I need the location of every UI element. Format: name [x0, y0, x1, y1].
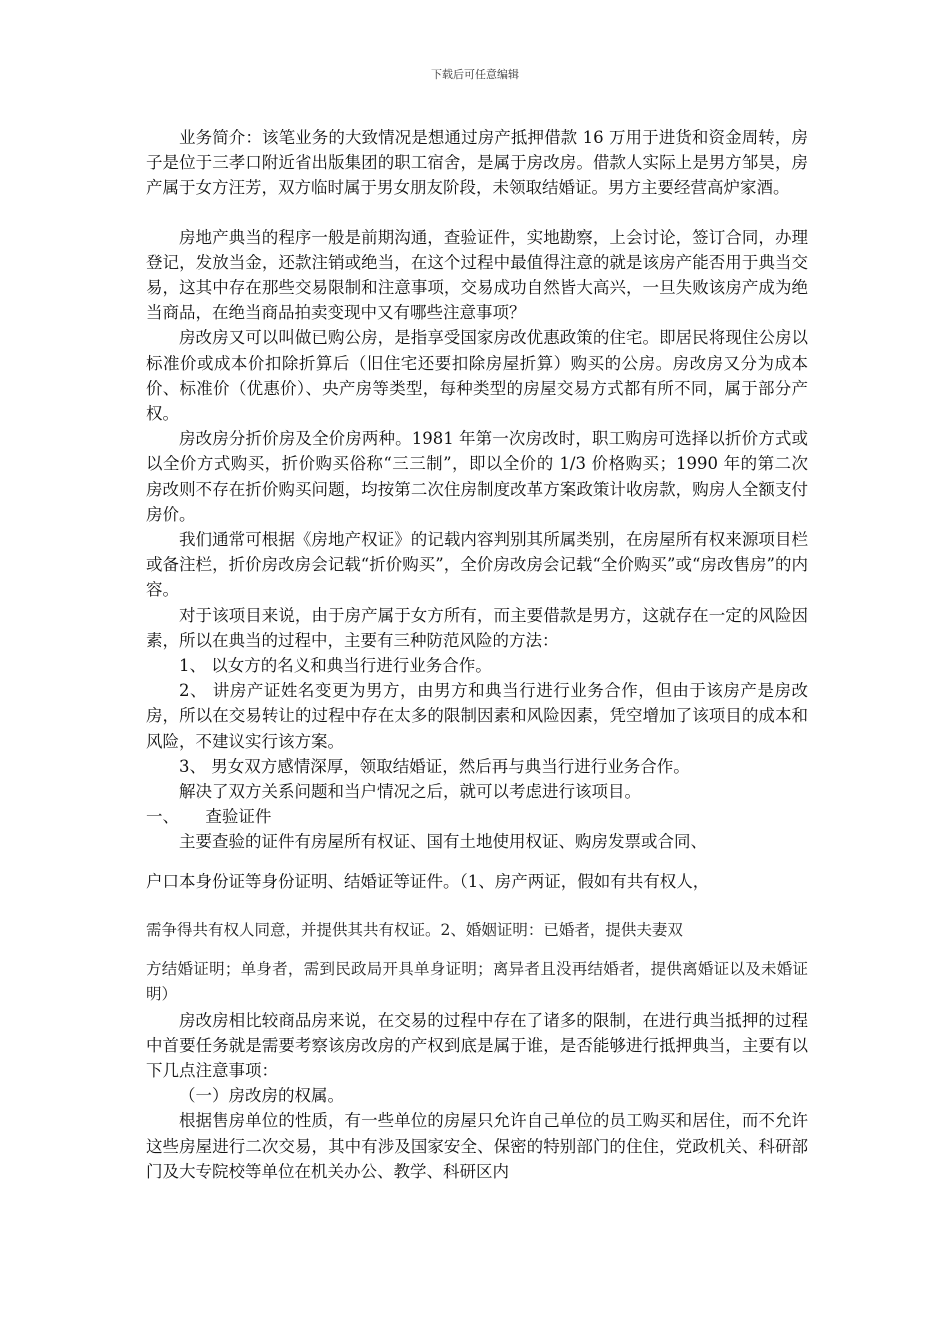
paragraph-documents-3: 需争得共有权人同意，并提供其共有权证。2、婚姻证明：已婚者，提供夫妻双: [146, 920, 683, 939]
paragraph-documents-1: 主要查验的证件有房屋所有权证、国有土地使用权证、购房发票或合同、: [179, 832, 707, 852]
list-item-option-3: 3、 男女双方感情深厚，领取结婚证，然后再与典当行进行业务合作。: [179, 756, 690, 776]
paragraph-unit-nature: 根据售房单位的性质，有一些单位的房屋只允许自己单位的员工购买和居住，而不允许这些房屋进行二次交易，其中有涉及国家安全、保密的特别部门的住住，党政机关、科研部门及大专院校等单位在机关办公、教学、科研区内: [146, 1111, 808, 1181]
subheading-ownership: （一）房改房的权属。: [179, 1086, 344, 1106]
list-item-option-2: 2、 讲房产证姓名变更为男方，由男方和典当行进行业务合作，但由于该房产是房改房，所以在交易转让的过程中存在太多的限制因素和风险因素，凭空增加了该项目的成本和风险，不建议实行该方案。: [146, 681, 808, 751]
paragraph-documents-4: 方结婚证明；单身者，需到民政局开具单身证明；离异者且没再结婚者，提供离婚证以及未婚证明）: [146, 960, 808, 1004]
section-title: 查验证件: [205, 807, 272, 827]
spacer: [146, 855, 808, 869]
page-header: 下载后可任意编辑: [431, 68, 519, 81]
paragraph-procedure: 房地产典当的程序一般是前期沟通，查验证件，实地勘察，上会讨论，签订合同，办理登记，发放当金，还款注销或绝当，在这个过程中最值得注意的就是该房产能否用于典当交易，这其中存在那些交易限制和注意事项，交易成功自然皆大高兴，一旦失败该房产成为绝当商品，在绝当商品拍卖变现中又有哪些注意事项？: [146, 227, 808, 323]
blank-line: [146, 201, 808, 225]
paragraph-reform-housing: 房改房又可以叫做已购公房，是指享受国家房改优惠政策的住宅。即居民将现住公房以标准价或成本价扣除折算后（旧住宅还要扣除房屋折算）购买的公房。房改房又分为成本价、标准价（优惠价）、央产房等类型，每种类型的房屋交易方式都有所不同，属于部分产权。: [146, 328, 808, 424]
paragraph-conclusion: 解决了双方关系问题和当户情况之后，就可以考虑进行该项目。: [179, 782, 641, 802]
section-number: 一、: [146, 807, 179, 827]
paragraph-business-summary: 业务简介：该笔业务的大致情况是想通过房产抵押借款 16 万用于进货和资金周转，房子是位于三孝口附近省出版集团的职工宿舍，是属于房改房。借款人实际上是男方邹昊，房产属于女方汪芳，双方临时属于男女朋友阶段，未领取结婚证。男方主要经营高炉家酒。: [146, 128, 808, 198]
paragraph-restrictions: 房改房相比较商品房来说，在交易的过程中存在了诸多的限制，在进行典当抵押的过程中首要任务就是需要考察该房改房的产权到底是属于谁，是否能够进行抵押典当，主要有以下几点注意事项：: [146, 1010, 808, 1080]
spacer: [146, 943, 808, 957]
document-body: [146, 125, 808, 1184]
paragraph-documents-2: 户口本身份证等身份证明、结婚证等证件。（1、房产两证，假如有共有权人，: [146, 871, 710, 891]
paragraph-risk-intro: 对于该项目来说，由于房产属于女方所有，而主要借款是男方，这就存在一定的风险因素，所以在典当的过程中，主要有三种防范风险的方法：: [146, 605, 808, 650]
list-item-option-1: 1、 以女方的名义和典当行进行业务合作。: [179, 656, 492, 676]
section-heading: [146, 804, 808, 829]
paragraph-price-types: 房改房分折价房及全价房两种。1981 年第一次房改时，职工购房可选择以折价方式或以全价方式购买，折价购买俗称“三三制”，即以全价的 1/3 价格购买；1990 年的第二次房改则不存在折价购买问题，均按第二次住房制度改革方案政策计收房款，购房人全额支付房价。: [146, 429, 808, 524]
blank-line: [146, 894, 808, 918]
paragraph-certificate-record: 我们通常可根据《房地产权证》的记载内容判别其所属类别，在房屋所有权来源项目栏或备注栏，折价房改房会记载“折价购买”，全价房改房会记载“全价购买”或“房改售房”的内容。: [146, 530, 808, 600]
